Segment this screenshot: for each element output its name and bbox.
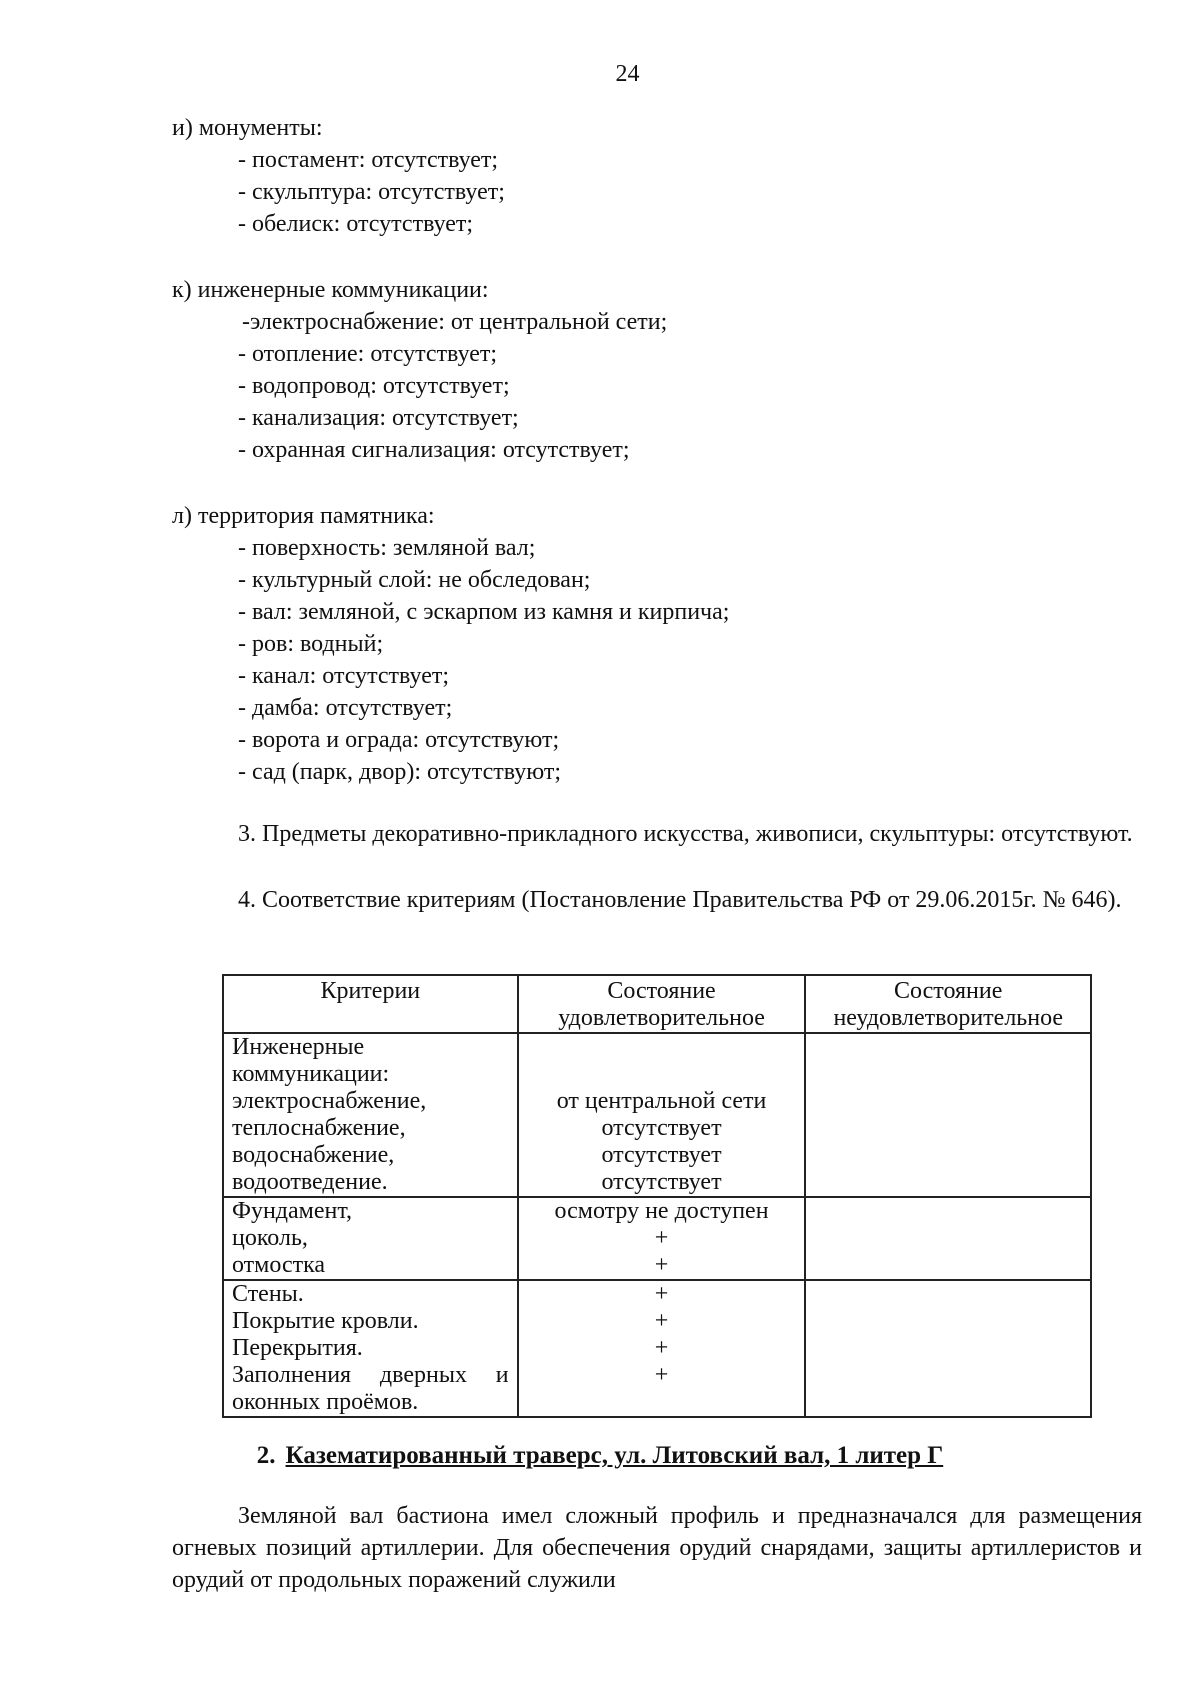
criteria-cell	[223, 1280, 518, 1417]
point-3	[172, 818, 1142, 850]
list-item: - дамба: отсутствует;	[238, 695, 453, 721]
cell-line: Перекрытия.	[232, 1335, 363, 1361]
list-item: - вал: земляной, с эскарпом из камня и кирпича;	[238, 599, 730, 625]
section-monuments	[172, 112, 1132, 240]
header-criteria-text: Критерии	[320, 978, 421, 1004]
cell-line: Стены.	[232, 1281, 304, 1307]
item-list	[172, 306, 1132, 466]
section-title: л) территория памятника:	[172, 503, 435, 529]
section-heading	[0, 1440, 1200, 1472]
unsatisfactory-cell	[805, 1033, 1091, 1197]
satisfactory-cell	[518, 1197, 806, 1280]
list-item: - водопровод: отсутствует;	[238, 373, 510, 399]
header-text: Состояние	[894, 978, 1003, 1004]
list-item: - канализация: отсутствует;	[238, 405, 519, 431]
list-item: - сад (парк, двор): отсутствуют;	[238, 759, 561, 785]
section-title: к) инженерные коммуникации:	[172, 277, 489, 303]
cell-line: отсутствует	[601, 1115, 722, 1141]
cell-line: электроснабжение,	[232, 1088, 427, 1114]
header-text: Состояние	[607, 978, 716, 1004]
unsatisfactory-cell	[805, 1280, 1091, 1417]
header-text: неудовлетворительное	[833, 1005, 1064, 1031]
page-number: 24	[615, 61, 640, 87]
cell-line: +	[654, 1225, 669, 1251]
item-list	[172, 532, 1132, 788]
table-row	[223, 1280, 1091, 1417]
section-engineering	[172, 274, 1132, 466]
cell-line: +	[654, 1362, 669, 1388]
cell-line: оконных проёмов.	[232, 1389, 419, 1415]
cell-line: Покрытие кровли.	[232, 1308, 419, 1334]
table-row	[223, 1033, 1091, 1197]
point-3-text: 3. Предметы декоративно-прикладного искусства, живописи, скульптуры: отсутствуют.	[238, 821, 1133, 847]
point-4	[172, 884, 1142, 916]
cell-line: Фундамент,	[232, 1198, 353, 1224]
cell-line: теплоснабжение,	[232, 1115, 406, 1141]
satisfactory-cell	[518, 1280, 806, 1417]
criteria-table	[222, 974, 1092, 1418]
satisfactory-cell	[518, 1033, 806, 1197]
cell-line	[527, 1061, 797, 1088]
list-item: - охранная сигнализация: отсутствует;	[238, 437, 630, 463]
cell-line: +	[654, 1252, 669, 1278]
body-paragraph	[172, 1500, 1142, 1596]
list-item: - обелиск: отсутствует;	[238, 211, 474, 237]
item-list	[172, 144, 1132, 240]
cell-line: осмотру не доступен	[554, 1198, 769, 1224]
criteria-cell	[223, 1197, 518, 1280]
cell-line: коммуникации:	[232, 1061, 390, 1087]
cell-line	[527, 1389, 797, 1416]
cell-line	[527, 1034, 797, 1061]
body-paragraph-text: Земляной вал бастиона имел сложный профиль и предназначался для размещения огневых позиций артиллерии. Для обеспечения орудий снарядами, защиты артиллеристов и орудий от продольных поражений служили	[172, 1503, 1142, 1593]
list-item: - ров: водный;	[238, 631, 384, 657]
cell-line: отсутствует	[601, 1142, 722, 1168]
heading-text: Казематированный траверс, ул. Литовский вал, 1 литер Г	[285, 1442, 944, 1469]
table-row	[223, 1197, 1091, 1280]
cell-line: цоколь,	[232, 1225, 308, 1251]
header-text: удовлетворительное	[558, 1005, 765, 1031]
heading-number: 2.	[256, 1442, 276, 1469]
cell-line: +	[654, 1308, 669, 1334]
list-item: - поверхность: земляной вал;	[238, 535, 536, 561]
list-item: - постамент: отсутствует;	[238, 147, 499, 173]
cell-line: от центральной сети	[556, 1088, 767, 1114]
section-territory	[172, 500, 1132, 788]
list-item: -электроснабжение: от центральной сети;	[242, 309, 668, 335]
cell-line: +	[654, 1335, 669, 1361]
cell-line: водоотведение.	[232, 1169, 388, 1195]
cell-line: Заполнения дверных и	[232, 1362, 509, 1388]
cell-line: +	[654, 1281, 669, 1307]
cell-line: Инженерные	[232, 1034, 365, 1060]
list-item: - культурный слой: не обследован;	[238, 567, 591, 593]
point-4-text: 4. Соответствие критериям (Постановление Правительства РФ от 29.06.2015г. № 646).	[238, 887, 1122, 913]
list-item: - скульптура: отсутствует;	[238, 179, 505, 205]
table-header-row	[223, 975, 1091, 1033]
header-criteria	[223, 975, 518, 1033]
cell-line: отсутствует	[601, 1169, 722, 1195]
list-item: - отопление: отсутствует;	[238, 341, 498, 367]
header-satisfactory	[518, 975, 806, 1033]
list-item: - ворота и ограда: отсутствуют;	[238, 727, 560, 753]
header-unsatisfactory	[805, 975, 1091, 1033]
unsatisfactory-cell	[805, 1197, 1091, 1280]
section-title: и) монументы:	[172, 115, 323, 141]
cell-line: отмостка	[232, 1252, 326, 1278]
criteria-cell	[223, 1033, 518, 1197]
cell-line: водоснабжение,	[232, 1142, 395, 1168]
list-item: - канал: отсутствует;	[238, 663, 450, 689]
